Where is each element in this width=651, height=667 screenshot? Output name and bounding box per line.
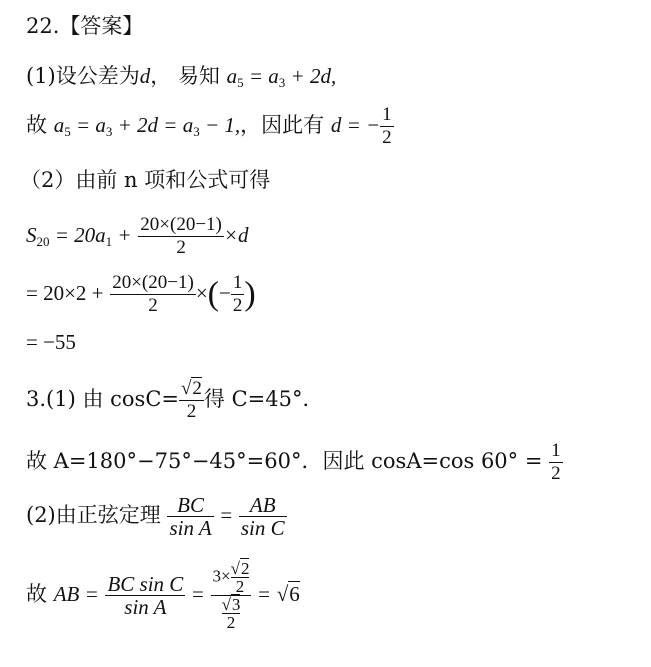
therefore-label: 故	[26, 113, 47, 137]
fraction-cos60: $\frac{1}{2}$	[551, 440, 561, 484]
q3-line2	[26, 440, 563, 485]
close-paren: )	[244, 275, 256, 313]
fraction-sum-2: $\frac{20\times(20-1)}{2}$	[112, 272, 194, 316]
equation-a5: $a_5 = a_3 + 2d$,	[226, 64, 337, 90]
var-d: d	[139, 64, 151, 88]
q3-suffix: 得 C=45°．	[203, 387, 324, 411]
q3-line3	[26, 494, 287, 539]
easy-know: 易知	[177, 64, 220, 88]
fraction-bc-sina: $\frac{BC}{\text{sin A}}$	[169, 493, 212, 540]
s20-line	[26, 214, 249, 259]
equals-sign-3: =	[258, 582, 270, 606]
neg-sign: −	[218, 281, 231, 305]
times-sign: ×	[195, 281, 208, 305]
q3-line1	[26, 378, 323, 423]
equals-sign: =	[220, 503, 233, 527]
compound-fraction: 3× $\frac{√2}{2}$ $\frac{√3}{2}$	[212, 559, 250, 632]
equals-sign-2: =	[192, 582, 204, 606]
q3-part2-label: (2)由正弦定理	[26, 503, 161, 527]
d-equals: d = −	[330, 113, 381, 137]
q3-prefix: 3.(1) 由 cosC=	[26, 387, 179, 411]
result-line: = −55	[26, 330, 76, 354]
equation-a5-expanded: $a_5 = a_3 + 2d = a_3 - 1$,	[53, 113, 241, 139]
line2-lhs: = 20×2 +	[26, 281, 104, 305]
part2-label: （2）由前 n 项和公式可得	[20, 168, 271, 192]
fraction-neg-half: $\frac{1}{2}$	[232, 272, 243, 316]
comma: ，	[150, 64, 172, 88]
sqrt6-result: √6	[276, 582, 300, 606]
ab-equals: AB =	[53, 582, 99, 606]
open-paren: (	[207, 275, 219, 313]
fraction-one-half: $\frac{1}{2}$	[382, 104, 392, 148]
fraction-bcsinc-sina: $\frac{\text{BC sin C}}{\text{sin A}}$	[107, 572, 184, 619]
part1-intro: (1)设公差为	[26, 64, 140, 88]
fraction-sqrt2-over-2: $\frac{√2}{2}$	[180, 378, 202, 422]
fraction-ab-sinc: $\frac{AB}{\text{sin C}}$	[240, 493, 285, 540]
substitution-line	[26, 272, 256, 317]
therefore-mid: ，因此有	[240, 113, 325, 137]
q3-final-prefix: 故	[26, 582, 47, 606]
part1-line1	[26, 60, 336, 91]
part1-line2	[26, 104, 394, 149]
times-d: ×d	[223, 223, 249, 247]
q3-line4	[26, 560, 300, 631]
fraction-sum: $\frac{20\times(20-1)}{2}$	[140, 214, 222, 258]
s20-lhs: $S_{20} = 20a_1$ +	[26, 223, 132, 249]
question-heading: 22.【答案】	[26, 14, 144, 38]
q3-angle-text: 故 A=180°−75°−45°=60°．因此 cosA=cos 60° =	[26, 449, 543, 473]
